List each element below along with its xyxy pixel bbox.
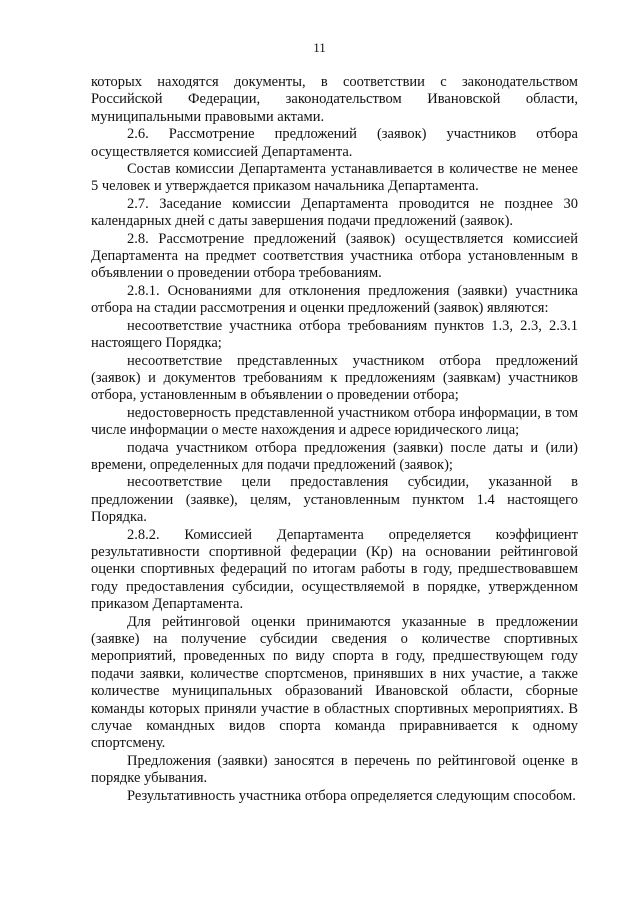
paragraph-2-8: 2.8. Рассмотрение предложений (заявок) осуществляется комиссией Департамента на предмет соответствия участника отбора установленным в объявлении о проведении отбора требованиям.	[91, 230, 578, 282]
paragraph-2-6: 2.6. Рассмотрение предложений (заявок) участников отбора осуществляется комиссией Департамента.	[91, 126, 578, 160]
rejection-ground-4: подача участником отбора предложения (заявки) после даты и (или) времени, определенных для подачи предложений (заявок);	[91, 439, 578, 473]
paragraph-2-7: 2.7. Заседание комиссии Департамента проводится не позднее 30 календарных дней с даты завершения подачи предложений (заявок).	[91, 195, 578, 230]
paragraph-commission-composition: Состав комиссии Департамента устанавливается в количестве не менее 5 человек и утверждается приказом начальника Департамента.	[91, 161, 578, 195]
paragraph-2-8-1: 2.8.1. Основаниями для отклонения предложения (заявки) участника отбора на стадии рассмотрения и оценки предложений (заявок) являются:	[91, 282, 578, 317]
paragraph-rating-assessment: Для рейтинговой оценки принимаются указанные в предложении (заявке) на получение субсидии сведения о количестве спортивных мероприятий, проведенных по виду спорта в году, предшествующем году подачи заявки, количестве спортсменов, принявших в них участие, а также количестве муниципальных образований Ивановской области, сборные команды которых приняли участие в областных спортивных мероприятиях. В случае командных видов спорта команда приравнивается к одному спортсмену.	[91, 613, 578, 752]
rejection-ground-1: несоответствие участника отбора требованиям пунктов 1.3, 2.3, 2.3.1 настоящего Порядка;	[91, 317, 578, 352]
rejection-ground-3: недостоверность представленной участником отбора информации, в том числе информации о месте нахождения и адресе юридического лица;	[91, 404, 578, 439]
paragraph-ranking-order: Предложения (заявки) заносятся в перечень по рейтинговой оценке в порядке убывания.	[91, 752, 578, 787]
paragraph-effectiveness: Результативность участника отбора определяется следующим способом.	[127, 787, 576, 804]
document-body	[91, 74, 578, 805]
paragraph-continuation: которых находятся документы, в соответствии с законодательством Российской Федерации, законодательством Ивановской области, муниципальными правовыми актами.	[91, 74, 578, 125]
rejection-ground-2: несоответствие представленных участником отбора предложений (заявок) и документов требованиям к предложениям (заявкам) участников отбора, установленным в объявлении о проведении отбора;	[91, 352, 578, 404]
rejection-ground-5: несоответствие цели предоставления субсидии, указанной в предложении (заявке), целям, установленным пунктом 1.4 настоящего Порядка.	[91, 474, 578, 526]
paragraph-2-8-2: 2.8.2. Комиссией Департамента определяется коэффициент результативности спортивной федерации (Кр) на основании рейтинговой оценки спортивных федераций по итогам работы в году, предшествовавшем году предоставления субсидии, осуществляемой в порядке, утвержденном приказом Департамента.	[91, 526, 578, 613]
page-number: 11	[313, 40, 326, 55]
